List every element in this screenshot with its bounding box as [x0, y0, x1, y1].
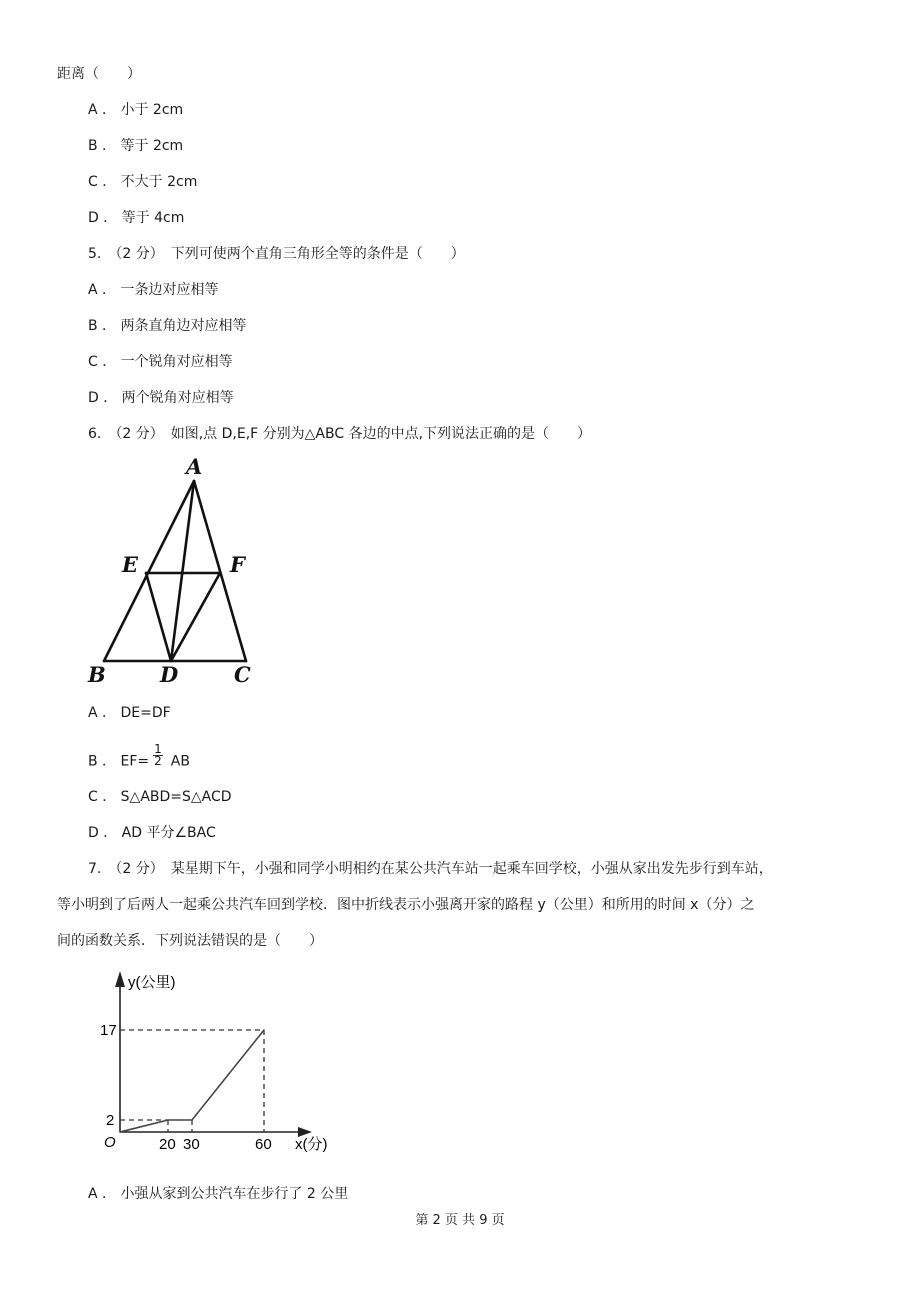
side-ab	[104, 481, 194, 661]
series-line	[120, 1030, 264, 1132]
segment-df	[171, 573, 220, 661]
origin-label: O	[104, 1134, 116, 1151]
q4-option-a: A ． 小于 2cm	[88, 102, 184, 118]
q7-stem-line-1: 7. （2 分） 某星期下午，小强和同学小明相约在某公共汽车站一起乘车回学校，小强从家出发先步行到车站，	[88, 861, 773, 877]
x-tick-label-60: 60	[255, 1136, 272, 1153]
q5-option-c: C ． 一个锐角对应相等	[88, 354, 233, 370]
q6-option-b-suffix: AB	[170, 753, 190, 770]
page-footer: 第 2 页 共 9 页	[415, 1213, 505, 1228]
label-e: E	[122, 552, 139, 577]
fraction-one-half	[153, 744, 163, 767]
fraction-denominator: 2	[154, 754, 162, 768]
q6-option-d: D ． AD 平分∠BAC	[88, 825, 216, 841]
q7-stem-line-3: 间的函数关系．下列说法错误的是（ ）	[57, 933, 323, 949]
q7-option-a: A ． 小强从家到公共汽车在步行了 2 公里	[88, 1186, 349, 1202]
label-a: A	[186, 454, 203, 479]
data-point-0	[119, 1131, 121, 1133]
segment-ad	[171, 481, 194, 661]
data-point-3	[263, 1029, 265, 1031]
label-c: C	[234, 662, 251, 687]
q6-option-b	[88, 742, 190, 773]
q4-stem-tail: 距离（ ）	[57, 66, 141, 82]
q5-option-d: D ． 两个锐角对应相等	[88, 390, 234, 406]
label-f: F	[230, 552, 245, 577]
q6-stem: 6. （2 分） 如图,点 D,E,F 分别为△ABC 各边的中点,下列说法正确的是（ ）	[88, 426, 592, 442]
label-b: B	[88, 662, 106, 687]
segment-de	[146, 573, 171, 661]
y-tick-label-2: 2	[106, 1112, 115, 1129]
x-tick-label-30: 30	[183, 1136, 200, 1153]
y-axis-label: y(公里)	[128, 974, 176, 991]
q5-stem: 5. （2 分） 下列可使两个直角三角形全等的条件是（ ）	[88, 246, 465, 262]
x-axis-label: x(分)	[295, 1136, 328, 1153]
y-tick-label-17: 17	[100, 1022, 117, 1039]
triangle-figure	[80, 452, 270, 692]
q4-option-b: B ． 等于 2cm	[88, 138, 184, 154]
data-point-2	[191, 1119, 193, 1121]
q5-option-a: A ． 一条边对应相等	[88, 282, 219, 298]
q6-option-b-prefix: B ． EF=	[88, 753, 150, 770]
q7-stem-line-2: 等小明到了后两人一起乘公共汽车回到学校．图中折线表示小强离开家的路程 y（公里）和所用的时间 x（分）之	[57, 897, 755, 913]
fraction-numerator: 1	[154, 742, 162, 756]
q6-option-a: A ． DE=DF	[88, 705, 171, 721]
q6-option-c: C ． S△ABD=S△ACD	[88, 789, 232, 805]
distance-time-graph	[80, 965, 350, 1165]
y-axis-arrow	[115, 971, 125, 987]
x-tick-label-20: 20	[159, 1136, 176, 1153]
data-point-1	[167, 1119, 169, 1121]
q5-option-b: B ． 两条直角边对应相等	[88, 318, 247, 334]
q4-option-d: D ． 等于 4cm	[88, 210, 185, 226]
label-d: D	[160, 662, 179, 687]
q4-option-c: C ． 不大于 2cm	[88, 174, 198, 190]
